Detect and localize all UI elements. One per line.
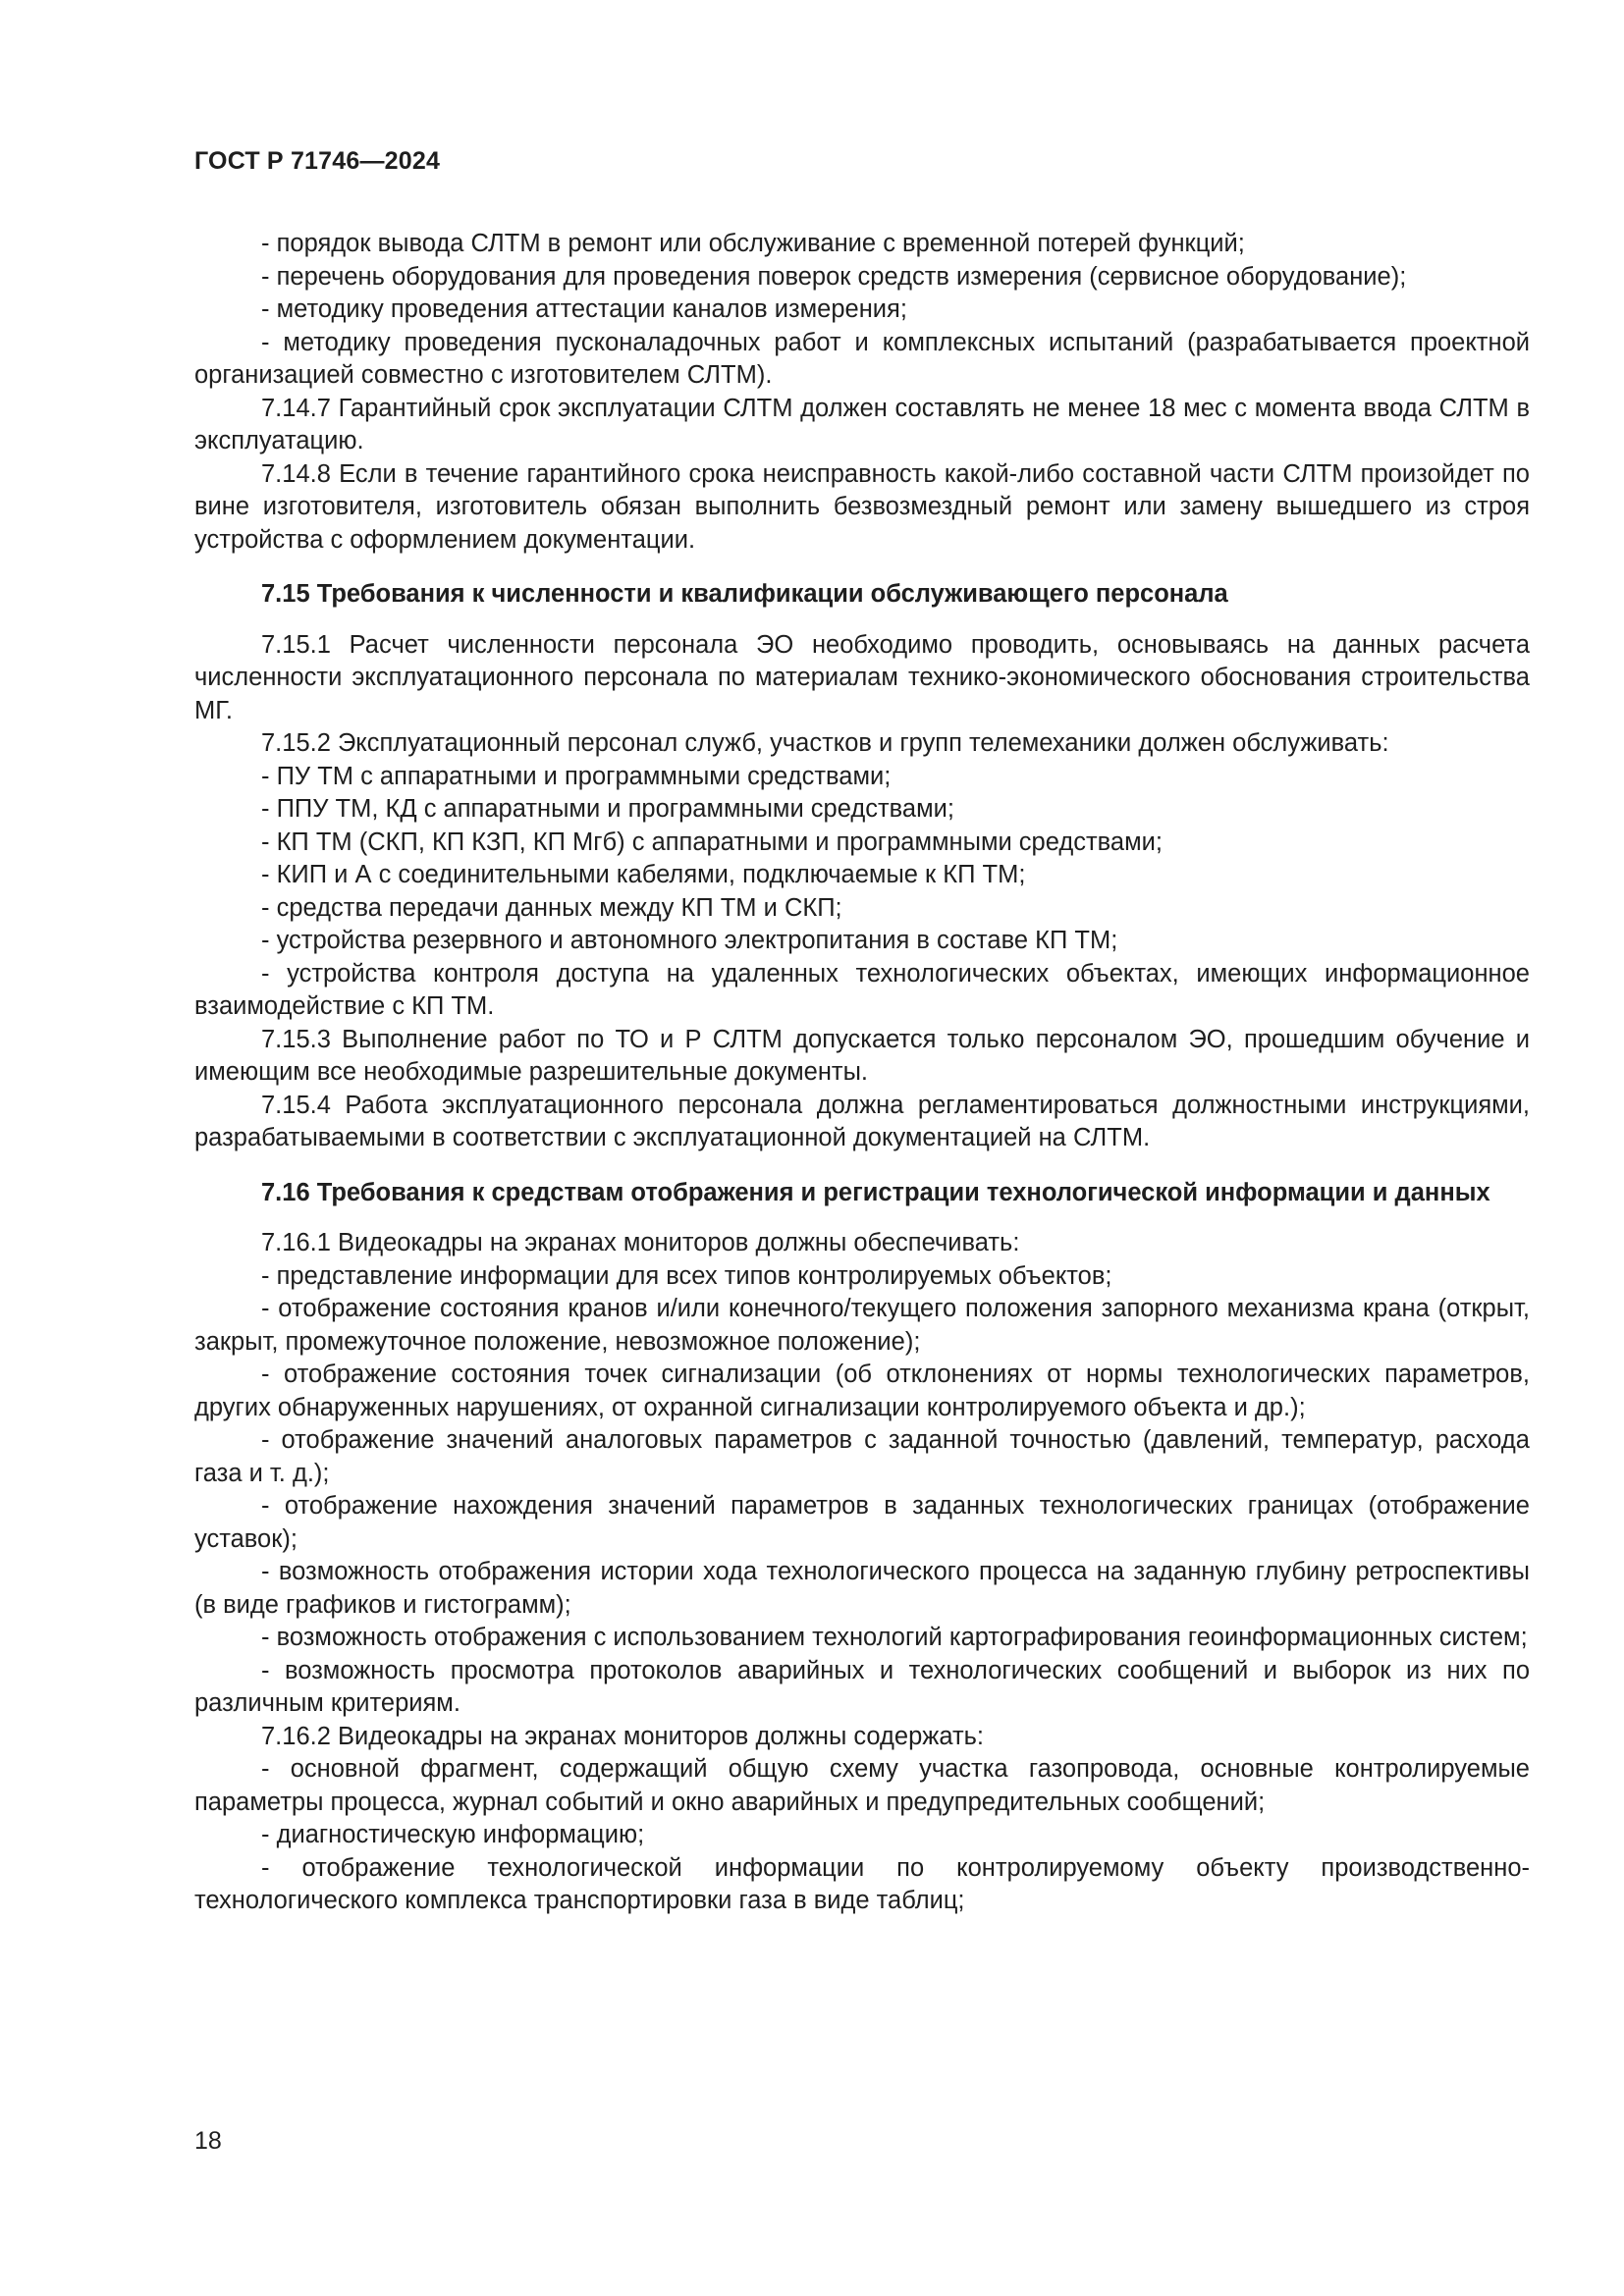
clause-7-16-2: 7.16.2 Видеокадры на экранах мониторов должны содержать: xyxy=(261,1722,985,1750)
section-heading-7-15: 7.15 Требования к численности и квалификации обслуживающего персонала xyxy=(261,580,1228,608)
document-code-header: ГОСТ Р 71746—2024 xyxy=(194,147,441,175)
list-item: - устройства контроля доступа на удаленных технологических объектах, имеющих информационное взаимодействие с КП ТМ. xyxy=(194,959,1530,1020)
clause-7-14-8: 7.14.8 Если в течение гарантийного срока неисправность какой-либо составной части СЛТМ произойдет по вине изготовителя, изготовитель обязан выполнить безвозмездный ремонт или замену вышедшего из строя устройства с оформлением документации. xyxy=(194,459,1530,554)
list-item: - ППУ ТМ, КД с аппаратными и программными средствами; xyxy=(261,795,954,823)
list-item: - порядок вывода СЛТМ в ремонт или обслуживание с временной потерей функций; xyxy=(261,230,1245,257)
clause-7-15-3: 7.15.3 Выполнение работ по ТО и Р СЛТМ допускается только персоналом ЭО, прошедшим обучение и имеющим все необходимые разрешительные документы. xyxy=(194,1025,1530,1086)
clause-7-15-1: 7.15.1 Расчет численности персонала ЭО необходимо проводить, основываясь на данных расчета численности эксплуатационного персонала по материалам технико-экономического обоснования строительства МГ. xyxy=(194,630,1530,724)
list-item: - ПУ ТМ с аппаратными и программными средствами; xyxy=(261,762,892,790)
list-item: - представление информации для всех типов контролируемых объектов; xyxy=(261,1261,1112,1290)
list-item: - основной фрагмент, содержащий общую схему участка газопровода, основные контролируемые параметры процесса, журнал событий и окно аварийных и предупредительных сообщений; xyxy=(194,1755,1530,1816)
list-item: - диагностическую информацию; xyxy=(261,1821,645,1848)
list-item: - отображение нахождения значений параметров в заданных технологических границах (отображение уставок); xyxy=(194,1492,1530,1553)
list-item: - возможность отображения истории хода технологического процесса на заданную глубину ретроспективы (в виде графиков и гистограмм); xyxy=(194,1558,1530,1619)
list-item: - перечень оборудования для проведения поверок средств измерения (сервисное оборудование); xyxy=(261,262,1407,291)
clause-7-16-1: 7.16.1 Видеокадры на экранах мониторов должны обеспечивать: xyxy=(261,1229,1020,1256)
list-item: - КИП и А с соединительными кабелями, подключаемые к КП ТМ; xyxy=(261,861,1026,888)
list-item: - устройства резервного и автономного электропитания в составе КП ТМ; xyxy=(261,927,1118,954)
list-item: - возможность отображения с использованием технологий картографирования геоинформационных систем; xyxy=(261,1624,1528,1651)
list-item: - КП ТМ (СКП, КП КЗП, КП Мгб) с аппаратными и программными средствами; xyxy=(261,828,1163,856)
list-item: - отображение технологической информации по контролируемому объекту производственно-технологического комплекса транспортировки газа в виде таблиц; xyxy=(194,1853,1530,1914)
list-item: - отображение состояния точек сигнализации (об отклонениях от нормы технологических параметров, других обнаруженных нарушениях, от охранной сигнализации контролируемого объекта и др.); xyxy=(194,1361,1530,1421)
list-item: - методику проведения аттестации каналов измерения; xyxy=(261,295,907,323)
list-item: - отображение значений аналоговых параметров с заданной точностью (давлений, температур, расхода газа и т. д.); xyxy=(194,1426,1530,1487)
section-heading-7-16: 7.16 Требования к средствам отображения и регистрации технологической информации и данных xyxy=(261,1178,1490,1206)
page-number: 18 xyxy=(194,2127,222,2155)
clause-7-15-2: 7.15.2 Эксплуатационный персонал служб, участков и групп телемеханики должен обслуживать: xyxy=(261,729,1389,757)
list-item: - средства передачи данных между КП ТМ и СКП; xyxy=(261,893,842,922)
list-item: - возможность просмотра протоколов аварийных и технологических сообщений и выборок из них по различным критериям. xyxy=(194,1656,1530,1717)
list-item: - методику проведения пусконаладочных работ и комплексных испытаний (разрабатывается проектной организацией совместно с изготовителем СЛТМ). xyxy=(194,328,1530,389)
clause-7-15-4: 7.15.4 Работа эксплуатационного персонала должна регламентироваться должностными инструкциями, разрабатываемыми в соответствии с эксплуатационной документацией на СЛТМ. xyxy=(194,1091,1530,1151)
list-item: - отображение состояния кранов и/или конечного/текущего положения запорного механизма крана (открыт, закрыт, промежуточное положение, невозможное положение); xyxy=(194,1295,1530,1356)
document-body xyxy=(194,228,1530,1918)
clause-7-14-7: 7.14.7 Гарантийный срок эксплуатации СЛТМ должен составлять не менее 18 мес с момента ввода СЛТМ в эксплуатацию. xyxy=(194,394,1530,454)
